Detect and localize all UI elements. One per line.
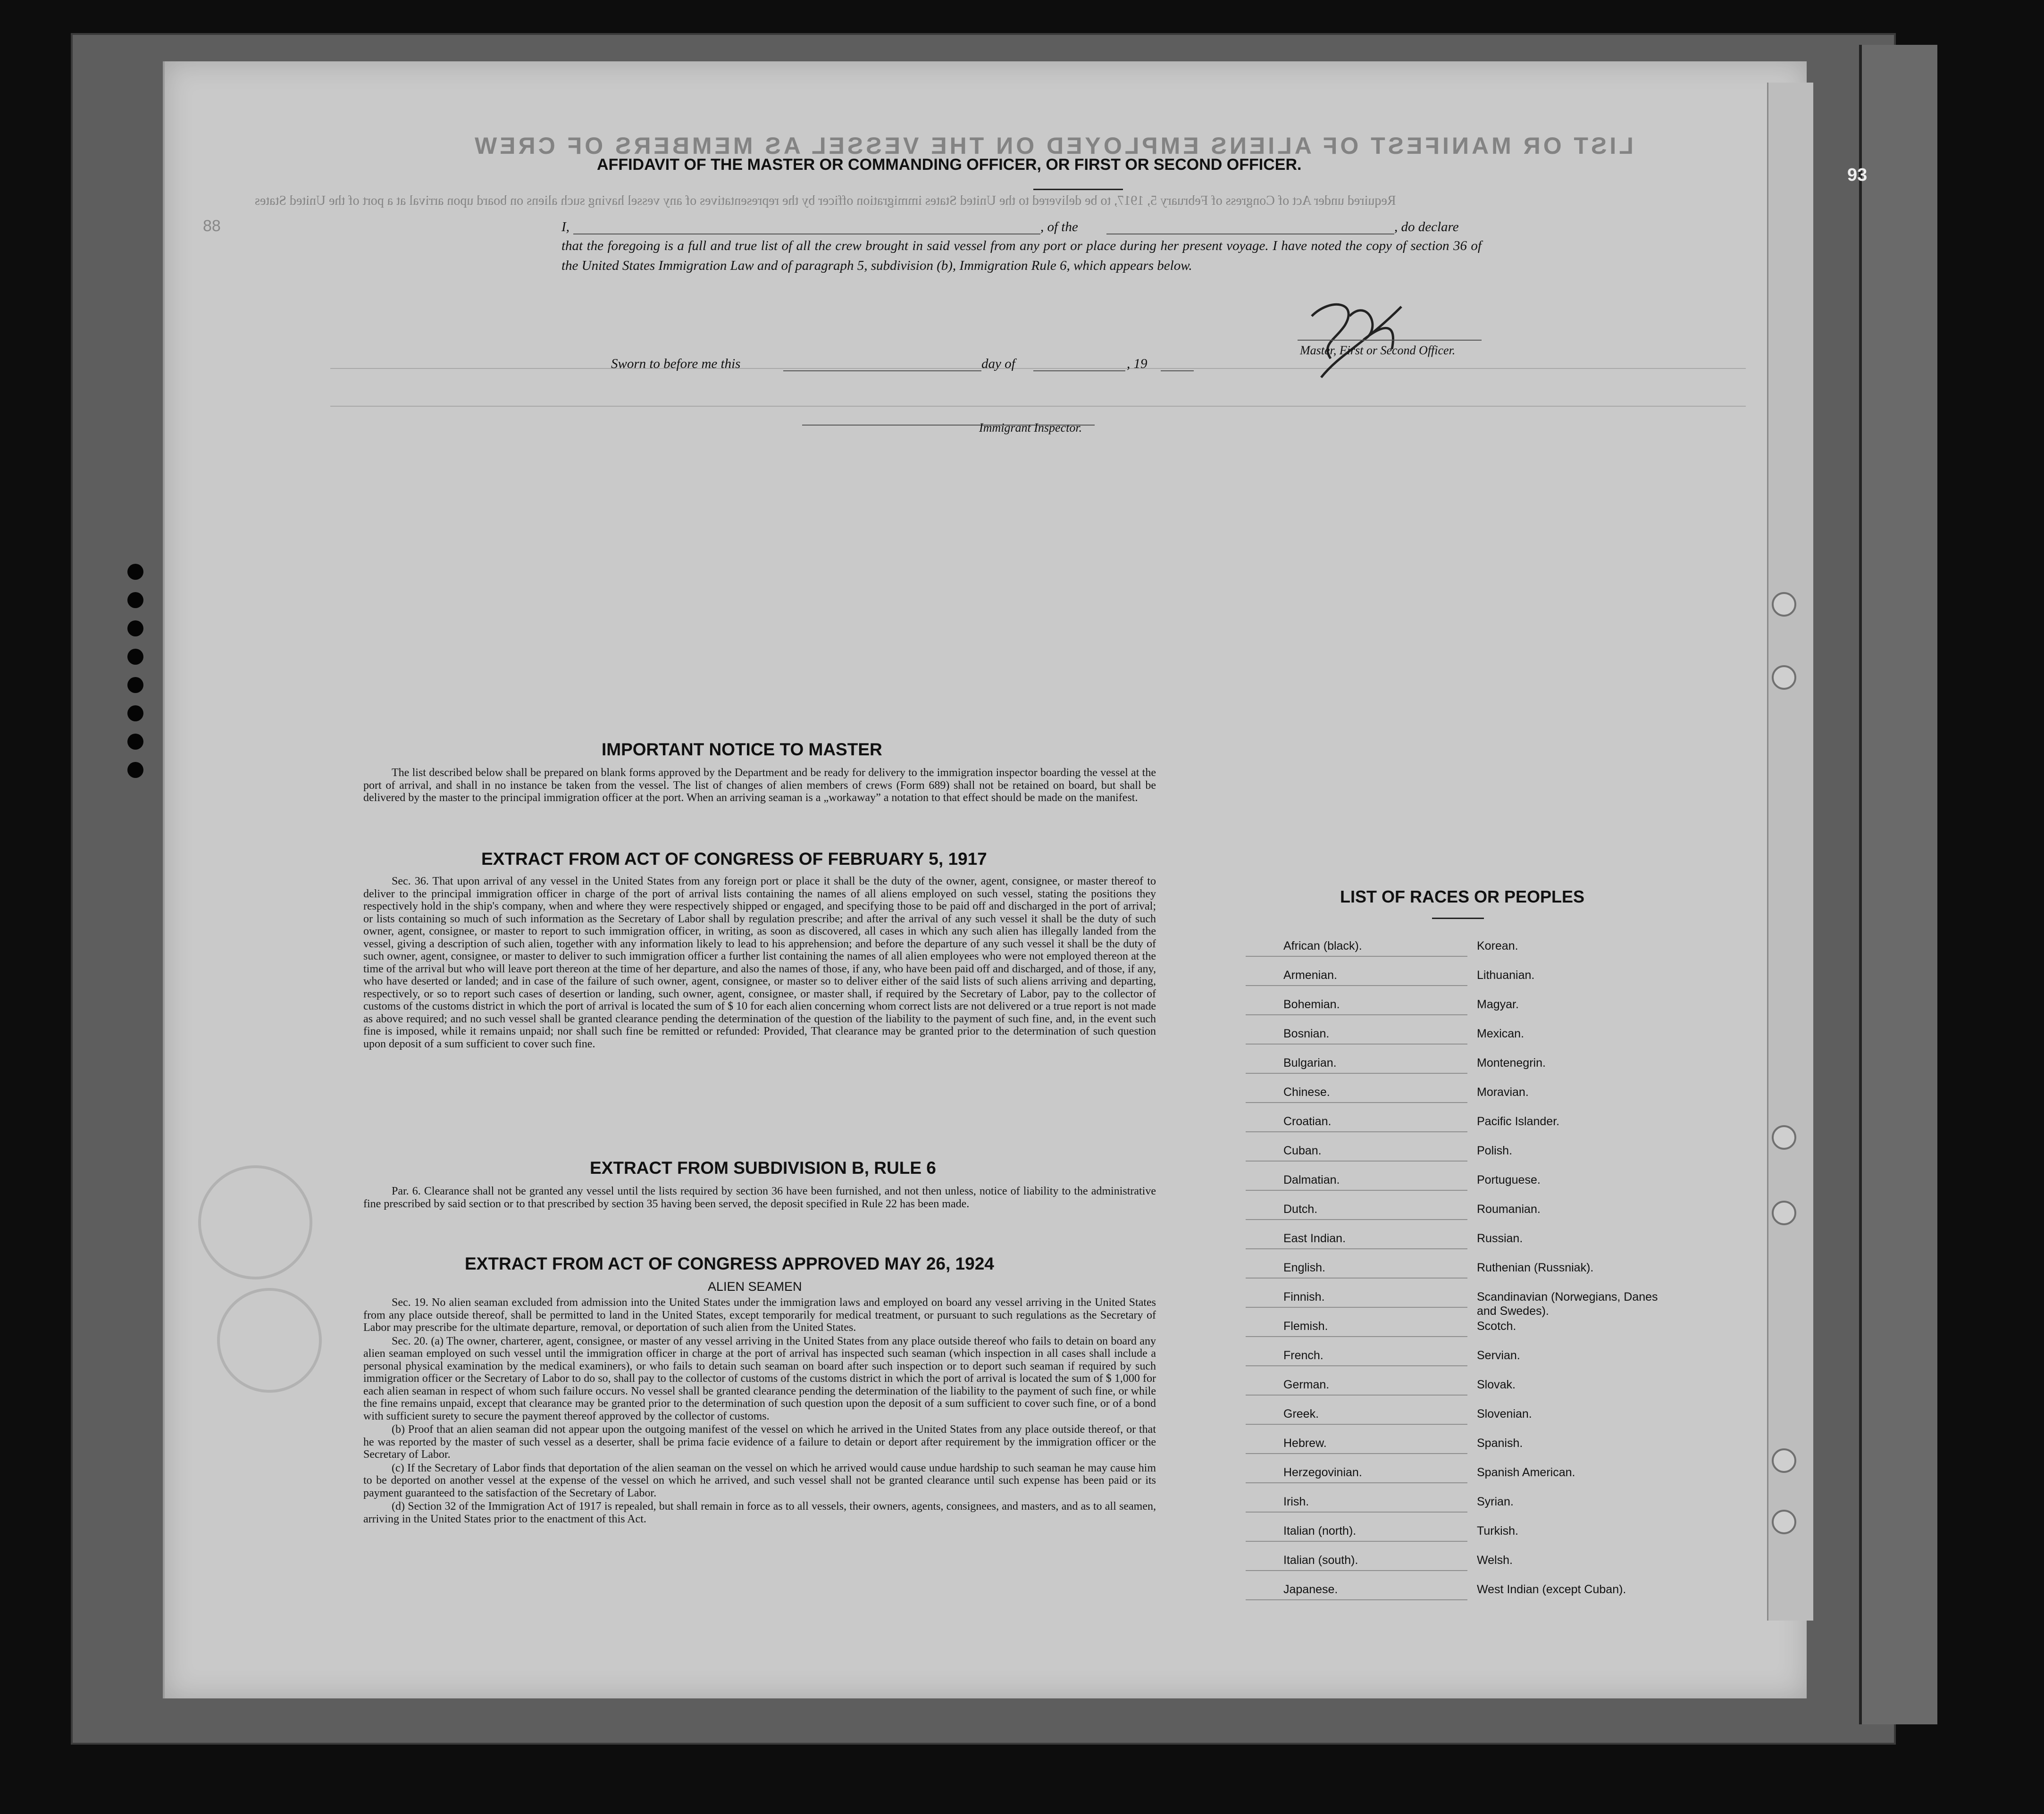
race-item: Croatian. — [1283, 1115, 1332, 1128]
race-item: Flemish. — [1283, 1320, 1328, 1333]
extract-1917-paragraph: Sec. 36. That upon arrival of any vessel in the United States from any foreign port or place it shall be the duty of the owner, agent, consignee, or master thereof to deliver to the principal immigration officer in charge of the port of arrival lists containing the names of all aliens employed on such vessel, stating the positions they respectively hold in the ship's company, when and where they were respectively shipped or engaged, and specifying those to be paid off and discharged in the port of arrival; or lists containing so much of such information as the Secretary of Labor shall by regulation prescribe; and after the arrival of any such vessel it shall be the duty of such owner, agent, consignee, or master to report to such immigration officer, in writing, as soon as discovered, all cases in which any such alien has illegally landed from the vessel, giving a description of such alien, together with any information likely to lead to his apprehension; and before the departure of any such vessel it shall be the duty of such owner, agent, consignee, or master to deliver to such immigration officer a further list containing the names of all alien employees who were not employed thereon at the time of the arrival but who will leave port thereon at the time of her departure, and also the names of those, if any, who have been paid off and discharged, and of those, if any, who have deserted or landed; and in case of the failure of such owner, agent, consignee, or master so to deliver either of the said lists of such aliens arriving and departing, respectively, or so to report such cases of desertion or landing, such owner, agent, consignee, or master shall, if required by the Secretary of Labor, pay to the collector of customs of the customs district in which the port of arrival is located the sum of $ 10 for each alien concerning whom correct lists are not delivered or a true report is not made as above required; and no such vessel shall be granted clearance pending the determination of the question of the liability to the payment of such fine, and, in the event such fine is imposed, while it remains unpaid; nor shall such fine be remitted or refunded: Provided, That clearance may be granted prior to the determination of such question upon deposit of a sum sufficient to cover such fine. — [363, 875, 1156, 1050]
race-item: Turkish. — [1477, 1524, 1518, 1538]
binder-ring — [1772, 1448, 1796, 1473]
notice-paragraph: The list described below shall be prepared on blank forms approved by the Department and be ready for delivery to the immigration inspector boarding the vessel at the port of arrival, and shall in no instance be taken from the vessel. The list of changes of alien members of crews (Form 689) shall not be retained on board, but shall be delivered by the master to the principal immigration officer at the port. When an arriving seaman is a „workaway” a notation to that effect should be made on the manifest. — [363, 767, 1156, 804]
sec-20b-paragraph: (b) Proof that an alien seaman did not appear upon the outgoing manifest of the vessel on which he arrived in the United States from any place outside thereof, or that he was reported by the master of such vessel as a deserter, shall be prima facie evidence of a failure to detain or deport after requirement by the immigration officer or the Secretary of Labor. — [363, 1423, 1156, 1461]
race-row-line — [1246, 1512, 1467, 1513]
binder-ring — [1772, 1510, 1796, 1534]
sworn-year: , 19 — [1127, 356, 1148, 371]
race-row-line — [1246, 1395, 1467, 1396]
race-item: Montenegrin. — [1477, 1056, 1546, 1070]
binder-hole — [127, 564, 143, 580]
race-row-line — [1246, 1248, 1467, 1249]
race-item: Herzegovinian. — [1283, 1466, 1362, 1479]
bleed-through-subtitle: Required under Act of Congress of February 5, 1917, to be delivered to the United States immigration officer by the representatives of any vessel having such aliens on board upon arrival at a port of the United States — [255, 193, 1396, 208]
race-row-line — [1246, 1073, 1467, 1074]
extract-rule6-text — [363, 1185, 1156, 1211]
race-item: Armenian. — [1283, 969, 1337, 982]
race-item: Irish. — [1283, 1495, 1309, 1508]
extract-1924-text — [363, 1296, 1156, 1526]
race-row-line — [1246, 1599, 1467, 1600]
notice-text — [363, 767, 1156, 805]
race-item: Spanish American. — [1477, 1466, 1575, 1479]
sworn-day: day of — [981, 356, 1015, 371]
race-row-line — [1246, 1161, 1467, 1162]
affidavit-title: AFFIDAVIT OF THE MASTER OR COMMANDING OFFICER, OR FIRST OR SECOND OFFICER. — [597, 156, 1302, 174]
sec-20d-paragraph: (d) Section 32 of the Immigration Act of 1917 is repealed, but shall remain in force as to all vessels, their owners, agents, consignees, and masters, and as to all seamen, arriving in the United States prior to the enactment of this Act. — [363, 1500, 1156, 1525]
race-row-line — [1246, 1044, 1467, 1045]
race-row-line — [1246, 985, 1467, 986]
sheet-number: 93 — [1847, 165, 1868, 185]
bleed-through-line — [330, 368, 1746, 369]
race-item: Syrian. — [1477, 1495, 1514, 1508]
binder-edge — [1859, 45, 1937, 1724]
sworn-prefix: Sworn to before me this — [611, 356, 741, 371]
binder-hole — [127, 705, 143, 721]
title-rule — [1033, 189, 1123, 190]
signature — [1302, 288, 1416, 382]
race-item: Slovak. — [1477, 1378, 1516, 1391]
race-row-line — [1246, 1482, 1467, 1483]
race-item: Lithuanian. — [1477, 969, 1535, 982]
seal-stamp — [217, 1288, 322, 1393]
seal-stamp — [198, 1165, 312, 1279]
sec-20c-paragraph: (c) If the Secretary of Labor finds that deportation of the alien seaman on the vessel on which he arrived would cause undue hardship to such seaman he may cause him to be deported on another vessel at the expense of the vessel on which he arrived, and such vessel shall not be granted clearance until such expense has been paid or its payment guaranteed to the satisfaction of the Secretary of Labor. — [363, 1462, 1156, 1499]
race-item: Spanish. — [1477, 1437, 1523, 1450]
binder-ring — [1772, 1201, 1796, 1225]
race-row-line — [1246, 1278, 1467, 1279]
affidavit-line1-mid: , of the — [1040, 219, 1078, 234]
binder-hole — [127, 762, 143, 778]
bleed-through-title: LIST OR MANIFEST OF ALIENS EMPLOYED ON THE VESSEL AS MEMBERS OF CREW — [472, 133, 1634, 159]
race-item: French. — [1283, 1349, 1324, 1362]
race-item: Magyar. — [1477, 998, 1519, 1011]
race-item: Pacific Islander. — [1477, 1115, 1560, 1128]
race-item: Japanese. — [1283, 1583, 1338, 1596]
extract-rule6-title: EXTRACT FROM SUBDIVISION B, RULE 6 — [590, 1158, 936, 1178]
race-item: German. — [1283, 1378, 1330, 1391]
race-row-line — [1246, 1365, 1467, 1366]
race-row-line — [1246, 956, 1467, 957]
extract-1917-text — [363, 875, 1156, 1051]
signature-fill-line — [1298, 340, 1482, 341]
race-row-line — [1246, 1570, 1467, 1571]
signature-label: Master, First or Second Officer. — [1300, 343, 1456, 357]
races-title: LIST OF RACES OR PEOPLES — [1340, 887, 1585, 906]
binder-hole — [127, 677, 143, 693]
extract-rule6-paragraph: Par. 6. Clearance shall not be granted any vessel until the lists required by section 36 have been furnished, and not then unless, notice of liability to the administrative fine prescribed by said section or to that prescribed by section 35 having been served, the deposit specified in Rule 22 has been made. — [363, 1185, 1156, 1210]
race-item: Bohemian. — [1283, 998, 1340, 1011]
race-item: Ruthenian (Russniak). — [1477, 1261, 1594, 1274]
race-item: Russian. — [1477, 1232, 1523, 1245]
day-fill-line — [1033, 370, 1125, 371]
sec-19-paragraph: Sec. 19. No alien seaman excluded from admission into the United States under the immigration laws and employed on board any vessel arriving in the United States from any place outside thereof, shall be permitted to land in the United States, except temporarily for medical treatment, or pursuant to such regulations as the Secretary of Labor may prescribe for the ultimate departure, removal, or deportation of such alien from the United States. — [363, 1296, 1156, 1334]
page-edge-strip — [1767, 83, 1813, 1621]
sworn-fill-line — [783, 370, 981, 371]
inspector-label: Immigrant Inspector. — [979, 421, 1082, 435]
race-row-line — [1246, 1453, 1467, 1454]
race-item: Scandinavian (Norwegians, Danes and Swedes). — [1477, 1290, 1658, 1318]
race-row-line — [1246, 1102, 1467, 1103]
race-item: African (black). — [1283, 939, 1362, 953]
race-item: Portuguese. — [1477, 1173, 1541, 1187]
extract-1917-title: EXTRACT FROM ACT OF CONGRESS OF FEBRUARY 5, 1917 — [481, 849, 987, 869]
race-item: Bulgarian. — [1283, 1056, 1337, 1070]
binder-ring — [1772, 665, 1796, 690]
binder-hole — [127, 649, 143, 665]
race-row-line — [1246, 1014, 1467, 1015]
race-item: Polish. — [1477, 1144, 1513, 1157]
race-item: Mexican. — [1477, 1027, 1525, 1040]
race-item: Dalmatian. — [1283, 1173, 1340, 1187]
race-item: Italian (north). — [1283, 1524, 1357, 1538]
race-row-line — [1246, 1336, 1467, 1337]
race-item: Welsh. — [1477, 1554, 1513, 1567]
extract-1924-title: EXTRACT FROM ACT OF CONGRESS APPROVED MAY 26, 1924 — [465, 1254, 994, 1273]
race-row-line — [1246, 1307, 1467, 1308]
page-number: 88 — [203, 217, 221, 235]
affidavit-line1-prefix: I, — [561, 219, 570, 234]
race-item: Slovenian. — [1477, 1407, 1532, 1421]
race-row-line — [1246, 1219, 1467, 1220]
race-row-line — [1246, 1424, 1467, 1425]
race-item: Hebrew. — [1283, 1437, 1327, 1450]
notice-title: IMPORTANT NOTICE TO MASTER — [602, 740, 882, 759]
race-item: Finnish. — [1283, 1290, 1325, 1304]
sec-20a-paragraph: Sec. 20. (a) The owner, charterer, agent, consignee, or master of any vessel arriving in the United States from any place outside thereof who fails to detain on board any alien seaman employed on such vessel until the immigration officer in charge at the port of arrival has inspected such seaman (which inspection in all cases shall include a personal physical examination by the medical examiners), or who fails to detain such seaman on board after such inspection or to deport such seaman if required by such immigration officer or the Secretary of Labor to do so, shall pay to the collector of customs of the customs district in which the port of arrival is located the sum of $ 1,000 for each alien seaman in respect of whom such failure occurs. No vessel shall be granted clearance pending the determination of the liability to the payment of such fine, or while the fine remains unpaid, except that clearance may be granted prior to the determination of such question upon the deposit of a sum sufficient to cover such fine, or of a bond with sufficient surety to secure the payment thereof approved by the collector of customs. — [363, 1335, 1156, 1422]
race-item: Dutch. — [1283, 1203, 1318, 1216]
binder-hole — [127, 734, 143, 750]
race-item: Cuban. — [1283, 1144, 1322, 1157]
race-row-line — [1246, 1541, 1467, 1542]
affidavit-body: that the foregoing is a full and true list of all the crew brought in said vessel from any port or place during her present voyage. I have noted the copy of section 36 of the United States Immigration Law and of paragraph 5, subdivision (b), Immigration Rule 6, which appears below. — [561, 238, 1482, 273]
race-item: Greek. — [1283, 1407, 1319, 1421]
race-row-line — [1246, 1190, 1467, 1191]
binder-hole — [127, 620, 143, 636]
binder-ring — [1772, 1125, 1796, 1150]
race-item: English. — [1283, 1261, 1325, 1274]
race-item: Korean. — [1477, 939, 1518, 953]
race-item: West Indian (except Cuban). — [1477, 1583, 1626, 1596]
binder-ring — [1772, 592, 1796, 617]
bleed-through-line — [330, 406, 1746, 407]
race-item: East Indian. — [1283, 1232, 1346, 1245]
extract-1924-subtitle: ALIEN SEAMEN — [708, 1279, 802, 1294]
race-item: Italian (south). — [1283, 1554, 1358, 1567]
race-item: Roumanian. — [1477, 1203, 1541, 1216]
race-item: Servian. — [1477, 1349, 1520, 1362]
race-item: Bosnian. — [1283, 1027, 1330, 1040]
race-item: Scotch. — [1477, 1320, 1516, 1333]
races-title-rule — [1432, 918, 1484, 919]
affidavit-line1-suffix: , do declare — [1394, 219, 1459, 234]
year-fill-line — [1161, 370, 1194, 371]
race-row-line — [1246, 1131, 1467, 1132]
binder-hole — [127, 592, 143, 608]
race-item: Moravian. — [1477, 1086, 1529, 1099]
race-item: Chinese. — [1283, 1086, 1330, 1099]
